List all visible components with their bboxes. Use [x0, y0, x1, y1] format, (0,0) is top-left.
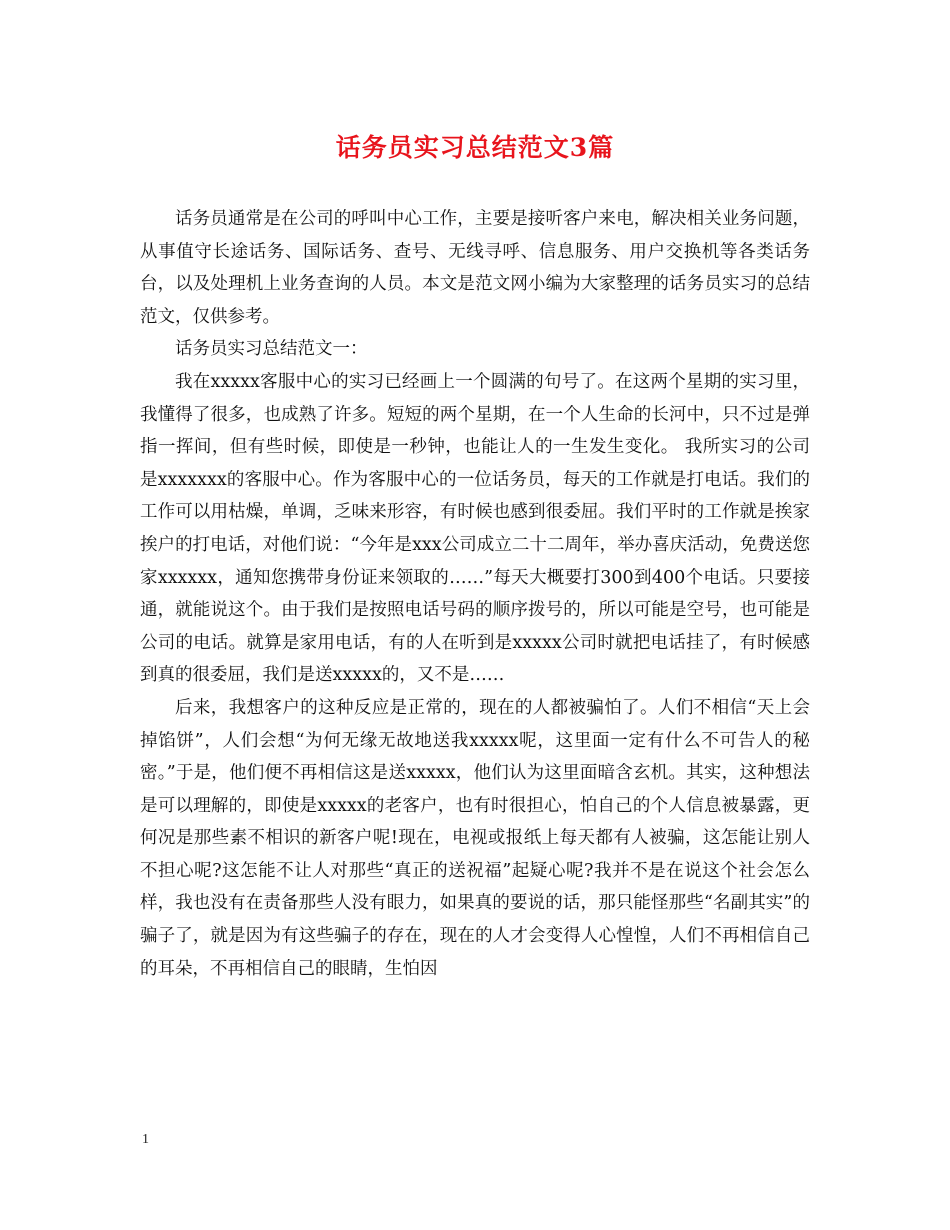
paragraph-reflection: 后来，我想客户的这种反应是正常的，现在的人都被骗怕了。人们不相信“天上会掉馅饼”，人们会想“为何无缘无故地送我xxxxx呢，这里面一定有什么不可告人的秘密。”于是，他们便不再相信这是送xxxxx，他们认为这里面暗含玄机。其实，这种想法是可以理解的，即使是xxxxx的老客户，也有时很担心，怕自己的个人信息被暴露，更何况是那些素不相识的新客户呢!现在，电视或报纸上每天都有人被骗，这怎能让别人不担心呢?这怎能不让人对那些“真正的送祝福”起疑心呢?我并不是在说这个社会怎么样，我也没有在责备那些人没有眼力，如果真的要说的话，那只能怪那些“名副其实”的骗子了，就是因为有这些骗子的存在，现在的人才会变得人心惶惶，人们不再相信自己的耳朵，不再相信自己的眼睛，生怕因	[140, 697, 810, 979]
paragraph-internship: 我在xxxxx客服中心的实习已经画上一个圆满的句号了。在这两个星期的实习里，我懂得了很多，也成熟了许多。短短的两个星期，在一个人生命的长河中，只不过是弹指一挥间，但有些时候，即使是一秒钟，也能让人的一生发生变化。 我所实习的公司是xxxxxxx的客服中心。作为客服中心的一位话务员，每天的工作就是打电话。我们的工作可以用枯燥，单调，乏味来形容，有时候也感到很委屈。我们平时的工作就是挨家挨户的打电话，对他们说：“今年是xxx公司成立二十二周年，举办喜庆活动，免费送您家xxxxxx，通知您携带身份证来领取的……”每天大概要打300到400个电话。只要接通，就能说这个。由于我们是按照电话号码的顺序拨号的，所以可能是空号，也可能是公司的电话。就算是家用电话，有的人在听到是xxxxx公司时就把电话挂了，有时候感到真的很委屈，我们是送xxxxx的，又不是……	[140, 371, 810, 686]
document-title: 话务员实习总结范文3篇	[335, 133, 615, 162]
page-number: 1	[142, 1132, 149, 1147]
document-body	[140, 203, 810, 985]
paragraph-intro: 话务员通常是在公司的呼叫中心工作，主要是接听客户来电，解决相关业务问题，从事值守长途话务、国际话务、查号、无线寻呼、信息服务、用户交换机等各类话务台，以及处理机上业务查询的人员。本文是范文网小编为大家整理的话务员实习的总结范文，仅供参考。	[140, 209, 810, 327]
paragraph-section-heading: 话务员实习总结范文一：	[175, 339, 368, 360]
